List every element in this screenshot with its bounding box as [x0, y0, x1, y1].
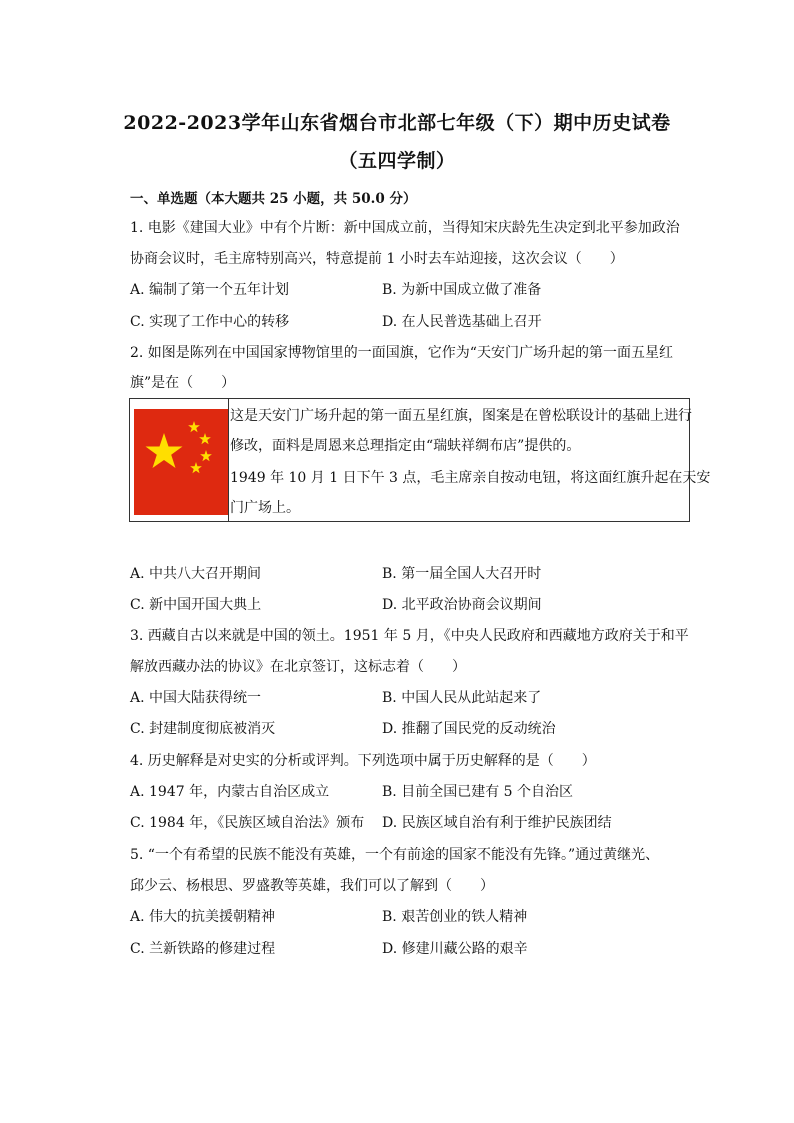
q4-option-d: D. 民族区域自治有利于维护民族团结: [382, 815, 612, 831]
q3-stem-line1: 3. 西藏自古以来就是中国的领土。1951 年 5 月，《中央人民政府和西藏地方政府关于和平: [130, 628, 689, 644]
q5-option-d: D. 修建川藏公路的艰辛: [382, 941, 528, 957]
q1-option-a: A. 编制了第一个五年计划: [130, 282, 290, 298]
q3-option-c: C. 封建制度彻底被消灭: [130, 721, 276, 737]
q3-stem-line2: 解放西藏办法的协议》在北京签订，这标志着（ ）: [130, 659, 466, 675]
q4-stem-line1: 4. 历史解释是对史实的分析或评判。下列选项中属于历史解释的是（ ）: [130, 753, 596, 769]
q2-option-a: A. 中共八大召开期间: [130, 566, 262, 582]
five-star-red-flag-icon: [134, 409, 229, 515]
q5-option-b: B. 艰苦创业的铁人精神: [382, 909, 528, 925]
q4-option-a: A. 1947 年，内蒙古自治区成立: [130, 784, 330, 800]
q2-figure-text-line3: 1949 年 10 月 1 日下午 3 点，毛主席亲自按动电钮，将这面红旗升起在天安: [230, 470, 711, 486]
q2-figure-text-line2: 修改，面料是周恩来总理指定由“瑞蚨祥绸布店”提供的。: [230, 438, 581, 454]
q3-option-a: A. 中国大陆获得统一: [130, 690, 262, 706]
q5-option-a: A. 伟大的抗美援朝精神: [130, 909, 276, 925]
exam-title: 2022-2023学年山东省烟台市北部七年级（下）期中历史试卷: [123, 112, 671, 134]
flag-stars-icon: [134, 409, 228, 515]
q1-stem-line2: 协商会议时，毛主席特别高兴，特意提前 1 小时去车站迎接，这次会议（ ）: [130, 251, 624, 267]
q2-option-d: D. 北平政治协商会议期间: [382, 597, 542, 613]
q2-stem-line1: 2. 如图是陈列在中国国家博物馆里的一面国旗，它作为“天安门广场升起的第一面五星红: [130, 345, 673, 361]
q5-option-c: C. 兰新铁路的修建过程: [130, 941, 276, 957]
q1-stem-line1: 1. 电影《建国大业》中有个片断：新中国成立前，当得知宋庆龄先生决定到北平参加政治: [130, 220, 680, 236]
q2-stem-line2: 旗”是在（ ）: [130, 375, 236, 391]
q2-option-c: C. 新中国开国大典上: [130, 597, 262, 613]
q2-figure-text-line4: 门广场上。: [230, 500, 300, 516]
figure-divider: [228, 399, 229, 521]
q2-figure-text-line1: 这是天安门广场升起的第一面五星红旗，图案是在曾松联设计的基础上进行: [230, 408, 692, 424]
q4-option-c: C. 1984 年，《民族区域自治法》颁布: [130, 815, 365, 831]
section-heading: 一、单选题（本大题共 25 小题，共 50.0 分）: [130, 191, 417, 207]
q2-option-b: B. 第一届全国人大召开时: [382, 566, 542, 582]
exam-subtitle: （五四学制）: [338, 150, 456, 172]
q5-stem-line2: 邱少云、杨根思、罗盛教等英雄，我们可以了解到（ ）: [130, 878, 494, 894]
q3-option-d: D. 推翻了国民党的反动统治: [382, 721, 556, 737]
q5-stem-line1: 5. “一个有希望的民族不能没有英雄，一个有前途的国家不能没有先锋。”通过黄继光、: [130, 847, 660, 863]
q2-figure-box: [129, 398, 711, 522]
q4-option-b: B. 目前全国已建有 5 个自治区: [382, 784, 573, 800]
q3-option-b: B. 中国人民从此站起来了: [382, 690, 542, 706]
q1-option-b: B. 为新中国成立做了准备: [382, 282, 542, 298]
q1-option-d: D. 在人民普选基础上召开: [382, 314, 542, 330]
q1-option-c: C. 实现了工作中心的转移: [130, 314, 290, 330]
